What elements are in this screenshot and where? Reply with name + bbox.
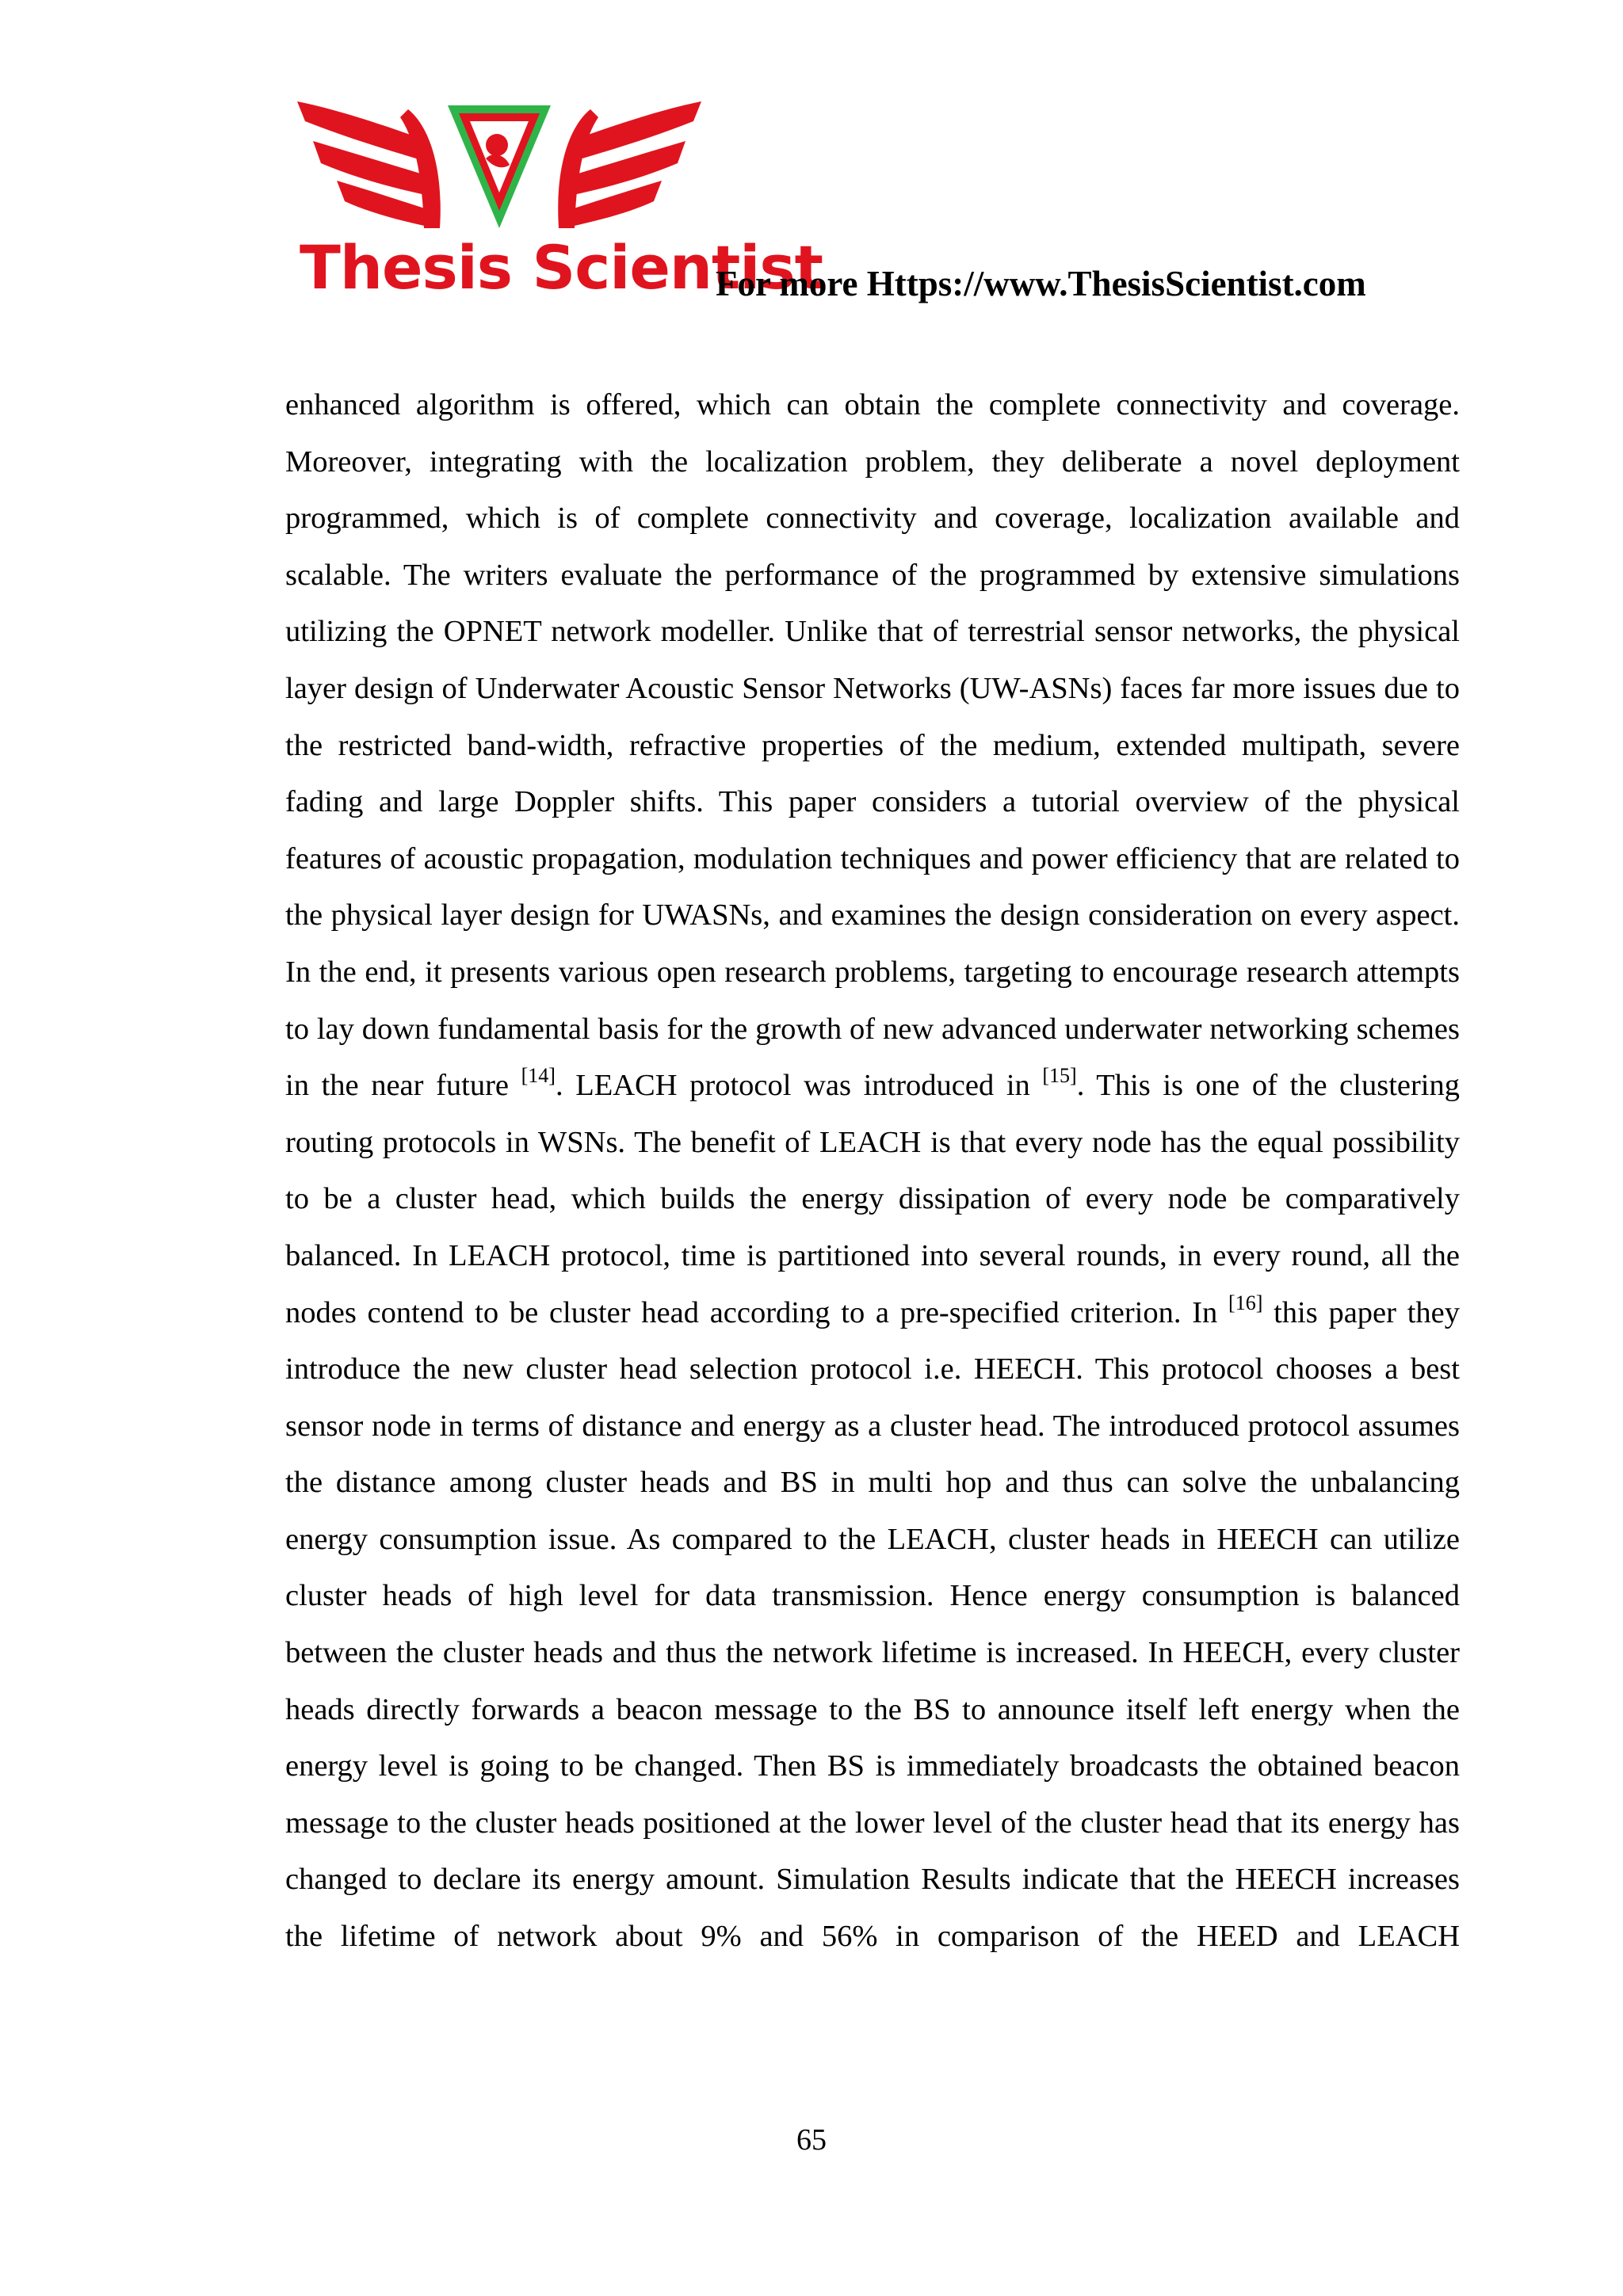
citation-ref: [14] xyxy=(521,1064,556,1088)
citation-ref: [15] xyxy=(1042,1064,1077,1088)
body-paragraph xyxy=(285,377,1460,1966)
triangle-emblem-icon xyxy=(448,105,551,228)
page-number: 65 xyxy=(796,2123,827,2157)
page-header xyxy=(0,0,1623,333)
left-wing-icon xyxy=(297,101,441,228)
body-text-segment: enhanced algorithm is offered, which can obtain the complete connectivity and coverage. Moreover, integrating with the localization problem, they deliberate a novel deployment programmed, which is of complete connectivity and coverage, localization available and scalable. The writers evaluate the performance of the programmed by extensive simulations utilizing the OPNET network modeller. Unlike that of terrestrial sensor networks, the physical layer design of Underwater Acoustic Sensor Networks (UW-ASNs) faces far more issues due to the restricted band-width, refractive properties of the medium, extended multipath, severe fading and large Doppler shifts. This paper considers a tutorial overview of the physical features of acoustic propagation, modulation techniques and power efficiency that are related to the physical layer design for UWASNs, and examines the design consideration on every aspect. In the end, it presents various open research problems, targeting to encourage research attempts to lay down fundamental basis for the growth of new advanced underwater networking schemes in the near future xyxy=(285,388,1460,1103)
right-wing-icon xyxy=(558,101,701,228)
body-text-segment: . LEACH protocol was introduced in xyxy=(555,1069,1043,1103)
citation-ref: [16] xyxy=(1228,1291,1263,1314)
logo-wordmark: Thesis Scientist xyxy=(300,232,823,303)
website-link[interactable]: For more Https://www.ThesisScientist.com xyxy=(716,264,1366,303)
body-text-segment: this paper they introduce the new cluster head selection protocol i.e. HEECH. This protocol chooses a best sensor node in terms of distance and energy as a cluster head. The introduced protocol assumes the distance among cluster heads and BS in multi hop and thus can solve the unbalancing energy consumption issue. As compared to the LEACH, cluster heads in HEECH can utilize cluster heads of high level for data transmission. Hence energy consumption is balanced between the cluster heads and thus the network lifetime is increased. In HEECH, every cluster heads directly forwards a beacon message to the BS to announce itself left energy when the energy level is going to be changed. Then BS is immediately broadcasts the obtained beacon message to the cluster heads positioned at the lower level of the cluster head that its energy has changed to declare its energy amount. Simulation Results indicate that the HEECH increases the lifetime of network about 9% and 56% in comparison of the HEED and LEACH xyxy=(285,1295,1460,1954)
body-text-segment: . This is one of the clustering routing protocols in WSNs. The benefit of LEACH is that every node has the equal possibility to be a cluster head, which builds the energy dissipation of every node be comparatively balanced. In LEACH protocol, time is partitioned into several rounds, in every round, all the nodes contend to be cluster head according to a pre-specified criterion. In xyxy=(285,1069,1460,1329)
